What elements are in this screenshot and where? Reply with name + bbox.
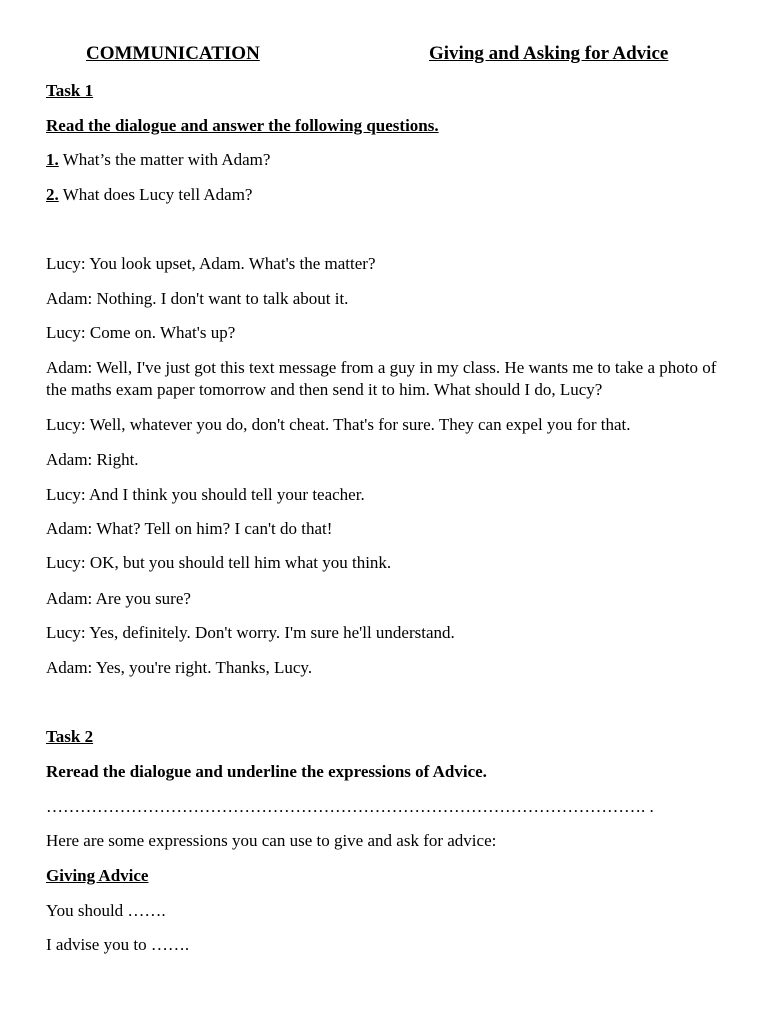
advice-expression: You should ……. bbox=[46, 901, 166, 920]
question-number: 2. bbox=[46, 185, 59, 204]
task1-instruction: Read the dialogue and answer the following questions. bbox=[46, 116, 439, 135]
question-text: What’s the matter with Adam? bbox=[62, 150, 271, 169]
answer-line: ……………………………………………………………………………………………. . bbox=[46, 797, 654, 816]
dialogue-line: Lucy: Yes, definitely. Don't worry. I'm sure he'll understand. bbox=[46, 623, 455, 642]
dialogue-line: Adam: Are you sure? bbox=[46, 589, 191, 608]
dialogue-line: Adam: Well, I've just got this text message from a guy in my class. He wants me to take a photo of the maths exam paper tomorrow and then send it to him. What should I do, Lucy? bbox=[46, 358, 717, 399]
dialogue-line: Adam: Yes, you're right. Thanks, Lucy. bbox=[46, 658, 313, 677]
dialogue-line: Lucy: Come on. What's up? bbox=[46, 323, 236, 342]
task1-heading: Task 1 bbox=[46, 81, 94, 100]
section-title: COMMUNICATION bbox=[86, 43, 260, 64]
advice-expression: I advise you to ……. bbox=[46, 935, 190, 954]
dialogue-line: Adam: What? Tell on him? I can't do that! bbox=[46, 519, 333, 538]
giving-advice-heading: Giving Advice bbox=[46, 866, 149, 885]
dialogue-line: Lucy: OK, but you should tell him what you think. bbox=[46, 553, 392, 572]
task2-heading: Task 2 bbox=[46, 727, 94, 746]
dialogue-line: Lucy: You look upset, Adam. What's the matter? bbox=[46, 254, 376, 273]
question-1 bbox=[46, 149, 270, 171]
topic-title: Giving and Asking for Advice bbox=[429, 43, 669, 64]
dialogue-line: Adam: Nothing. I don't want to talk about it. bbox=[46, 289, 349, 308]
expressions-intro: Here are some expressions you can use to give and ask for advice: bbox=[46, 831, 497, 850]
task2-instruction: Reread the dialogue and underline the expressions of Advice. bbox=[46, 762, 487, 781]
dialogue-line: Lucy: And I think you should tell your teacher. bbox=[46, 485, 365, 504]
dialogue-line: Lucy: Well, whatever you do, don't cheat. That's for sure. They can expel you for that. bbox=[46, 415, 631, 434]
dialogue-line: Adam: Right. bbox=[46, 450, 139, 469]
question-2 bbox=[46, 184, 252, 206]
question-text: What does Lucy tell Adam? bbox=[62, 185, 253, 204]
question-number: 1. bbox=[46, 150, 59, 169]
